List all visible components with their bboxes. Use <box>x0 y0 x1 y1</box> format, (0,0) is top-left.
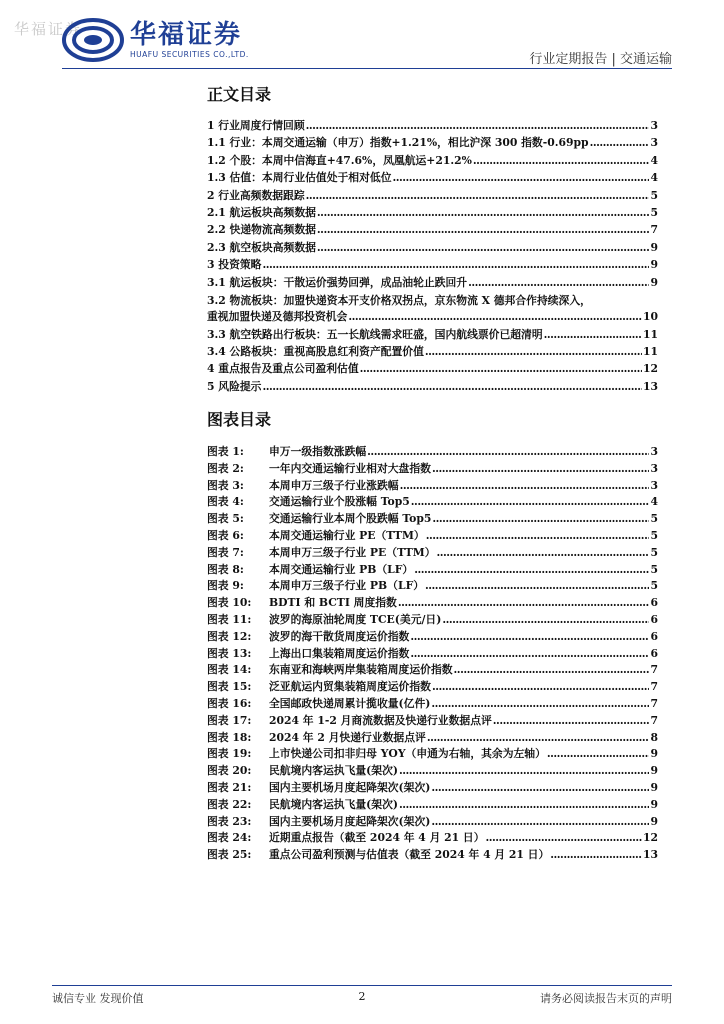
figure-entry[interactable]: 图表 21: 国内主要机场月度起降架次(架次) ..... 9 <box>207 780 658 797</box>
figure-entry[interactable]: 图表 5: 交通运输行业本周个股跌幅 Top5 ..... 5 <box>207 511 658 528</box>
figure-entry[interactable]: 图表 14: 东南亚和海峡两岸集装箱周度运价指数 ..... 7 <box>207 662 658 679</box>
figure-entry[interactable]: 图表 24: 近期重点报告（截至 2024 年 4 月 21 日） ..... 12 <box>207 830 658 847</box>
toc-entry[interactable]: 3.4 公路板块：重视高股息红利资产配置价值 ..... 11 <box>207 344 658 361</box>
toc-entry[interactable]: 2 行业高频数据跟踪 ..... 5 <box>207 188 658 205</box>
figure-entry[interactable]: 图表 13: 上海出口集装箱周度运价指数 ..... 6 <box>207 646 658 663</box>
figure-entry[interactable]: 图表 7: 本周申万三级子行业 PE（TTM） ..... 5 <box>207 545 658 562</box>
toc-entry[interactable]: 2.1 航运板块高频数据 ..... 5 <box>207 205 658 222</box>
header-divider <box>62 68 672 69</box>
huafu-logo-icon <box>62 18 124 62</box>
toc-entry[interactable]: 3.3 航空铁路出行板块：五一长航线需求旺盛，国内航线票价已超清明 ..... 11 <box>207 327 658 344</box>
figure-entry[interactable]: 图表 22: 民航境内客运执飞量(架次) ..... 9 <box>207 797 658 814</box>
footer-disclaimer: 请务必阅读报告末页的声明 <box>540 992 672 1005</box>
toc-entry[interactable]: 3.1 航运板块：干散运价强势回弹，成品油轮止跌回升 ..... 9 <box>207 275 658 292</box>
figures-title: 图表目录 <box>207 410 272 429</box>
toc-entry[interactable]: 3 投资策略 ..... 9 <box>207 257 658 274</box>
toc-entry[interactable]: 1.1 行业：本周交通运输（申万）指数+1.21%，相比沪深 300 指数-0.69pp ..... 3 <box>207 135 658 152</box>
figure-entry[interactable]: 图表 3: 本周申万三级子行业涨跌幅 ..... 3 <box>207 478 658 495</box>
figure-entry[interactable]: 图表 8: 本周交通运输行业 PB（LF） ..... 5 <box>207 562 658 579</box>
toc-entry[interactable]: 1 行业周度行情回顾 ..... 3 <box>207 118 658 135</box>
figure-entry[interactable]: 图表 11: 波罗的海原油轮周度 TCE(美元/日) ..... 6 <box>207 612 658 629</box>
figure-entry[interactable]: 图表 10: BDTI 和 BCTI 周度指数 ..... 6 <box>207 595 658 612</box>
toc-entry-line1[interactable]: 3.2 物流板块：加盟快递资本开支价格双拐点，京东物流 X 德邦合作持续深入， <box>207 293 591 307</box>
toc-entry[interactable]: 4 重点报告及重点公司盈利估值 ..... 12 <box>207 361 658 378</box>
toc-entry[interactable]: 1.2 个股：本周中信海直+47.6%，凤凰航运+21.2% ..... 4 <box>207 153 658 170</box>
report-category: 行业定期报告 | 交通运输 <box>529 52 672 67</box>
figure-entry[interactable]: 图表 23: 国内主要机场月度起降架次(架次) ..... 9 <box>207 814 658 831</box>
logo-english-name: HUAFU SECURITIES CO.,LTD. <box>130 50 249 59</box>
figure-entry[interactable]: 图表 2: 一年内交通运输行业相对大盘指数 ..... 3 <box>207 461 658 478</box>
figure-entry[interactable]: 图表 4: 交通运输行业个股涨幅 Top5 ..... 4 <box>207 494 658 511</box>
toc-entry[interactable]: 5 风险提示 ..... 13 <box>207 379 658 396</box>
figure-entry[interactable]: 图表 25: 重点公司盈利预测与估值表（截至 2024 年 4 月 21 日） ..... 13 <box>207 847 658 864</box>
toc-entry[interactable]: 重视加盟快递及德邦投资机会 ..... 10 <box>207 309 658 326</box>
footer-slogan: 诚信专业 发现价值 <box>52 992 144 1005</box>
figure-entry[interactable]: 图表 15: 泛亚航运内贸集装箱周度运价指数 ..... 7 <box>207 679 658 696</box>
figure-entry[interactable]: 图表 17: 2024 年 1-2 月商流数据及快递行业数据点评 ..... 7 <box>207 713 658 730</box>
figure-entry[interactable]: 图表 1: 申万一级指数涨跌幅 ..... 3 <box>207 444 658 461</box>
company-logo <box>62 18 249 62</box>
toc-entry[interactable]: 2.3 航空板块高频数据 ..... 9 <box>207 240 658 257</box>
toc-entry[interactable]: 2.2 快递物流高频数据 ..... 7 <box>207 222 658 239</box>
figure-entry[interactable]: 图表 18: 2024 年 2 月快递行业数据点评 ..... 8 <box>207 730 658 747</box>
figure-entry[interactable]: 图表 12: 波罗的海干散货周度运价指数 ..... 6 <box>207 629 658 646</box>
figure-entry[interactable]: 图表 9: 本周申万三级子行业 PB（LF） ..... 5 <box>207 578 658 595</box>
footer-divider <box>52 985 672 986</box>
page-number: 2 <box>358 990 366 1003</box>
figures-list <box>207 444 658 864</box>
figure-entry[interactable]: 图表 19: 上市快递公司扣非归母 YOY（申通为右轴，其余为左轴） ..... 9 <box>207 746 658 763</box>
figure-entry[interactable]: 图表 6: 本周交通运输行业 PE（TTM） ..... 5 <box>207 528 658 545</box>
figure-entry[interactable]: 图表 20: 民航境内客运执飞量(架次) ..... 9 <box>207 763 658 780</box>
toc-entry[interactable]: 1.3 估值：本周行业估值处于相对低位 ..... 4 <box>207 170 658 187</box>
toc-title: 正文目录 <box>207 85 272 104</box>
toc-list <box>207 118 658 396</box>
logo-chinese-name: 华福证券 <box>130 20 243 50</box>
watermark-text: 华福证券 <box>14 20 83 38</box>
figure-entry[interactable]: 图表 16: 全国邮政快递周累计揽收量(亿件) ..... 7 <box>207 696 658 713</box>
